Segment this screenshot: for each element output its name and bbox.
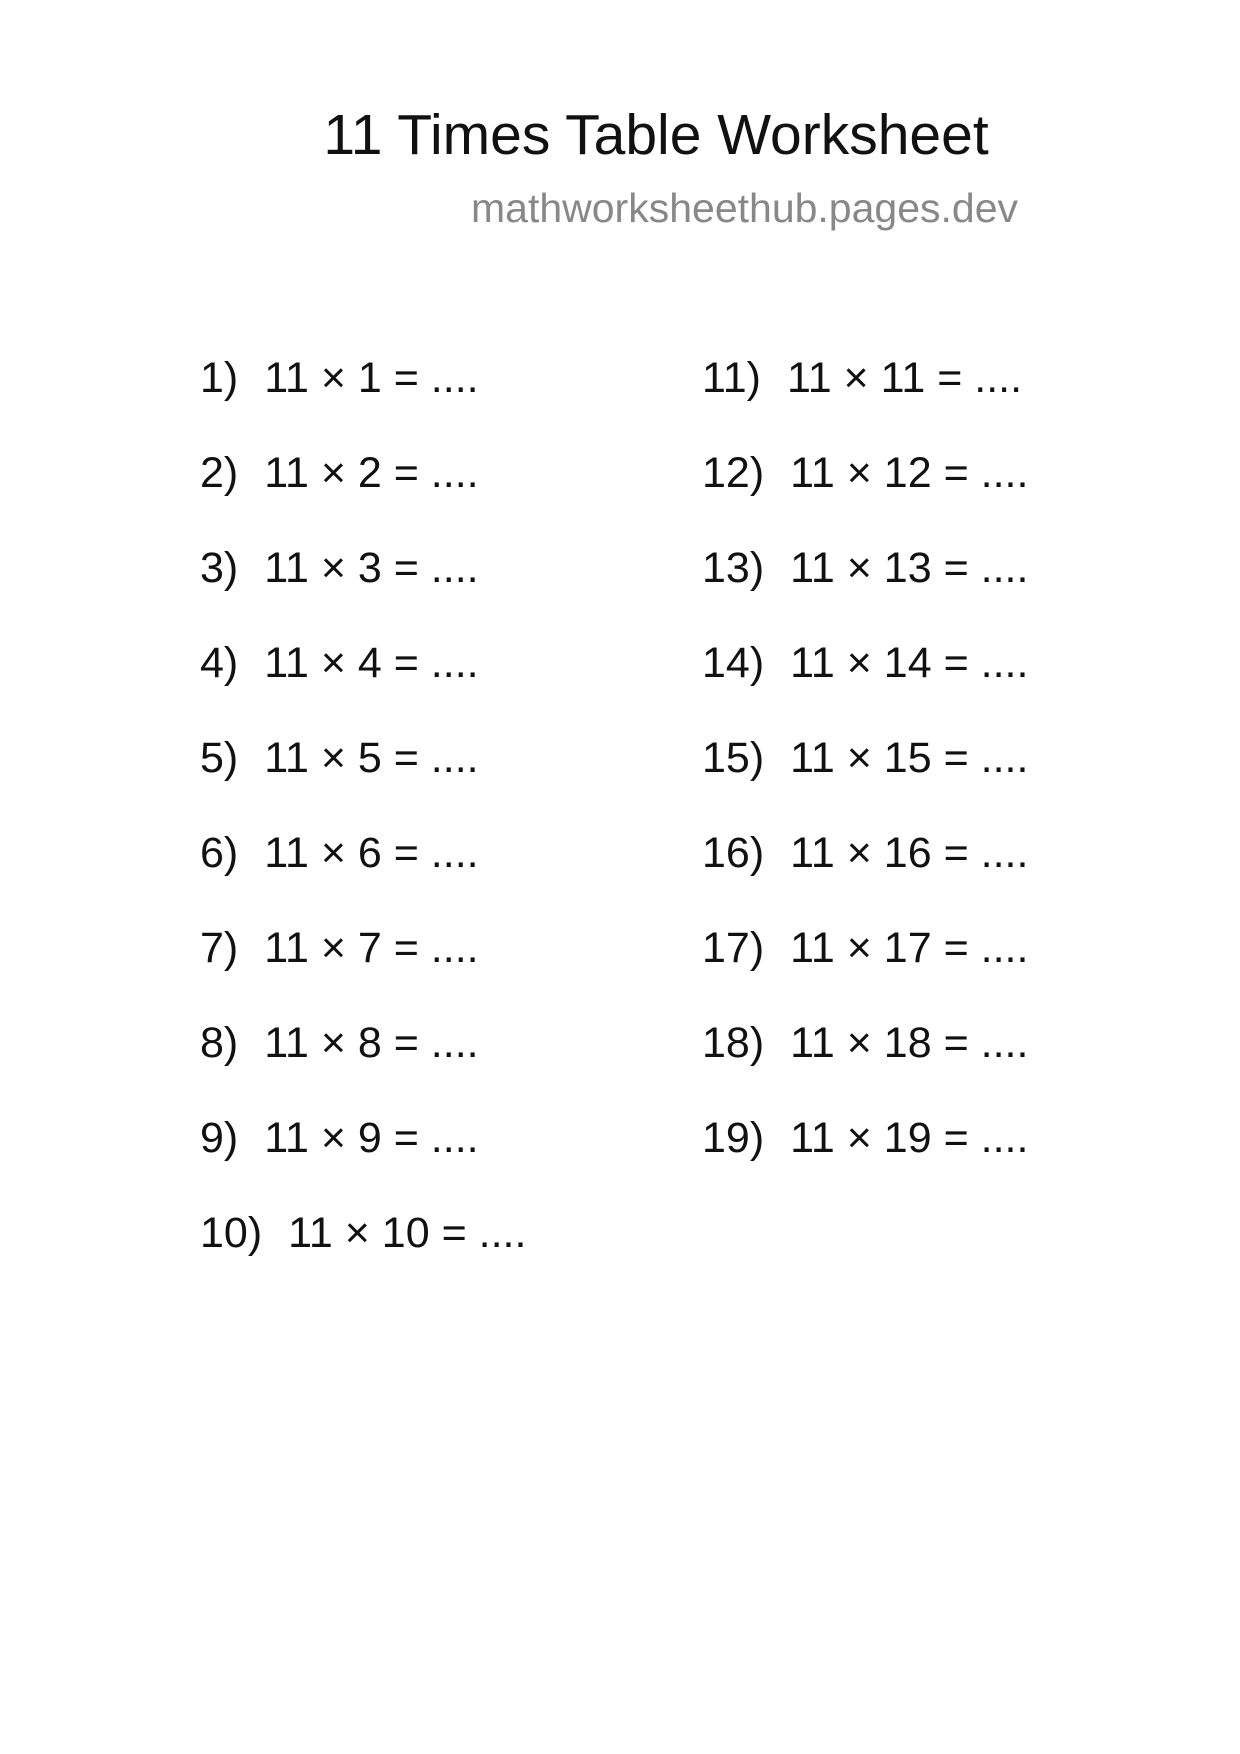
problem-expression: 11 × 3 = .... (264, 544, 479, 592)
problem-expression: 11 × 18 = .... (790, 1019, 1029, 1067)
problem-expression: 11 × 13 = .... (790, 544, 1029, 592)
problem-expression: 11 × 12 = .... (790, 449, 1029, 497)
problem-number: 18) (702, 1019, 765, 1067)
problem-expression: 11 × 14 = .... (790, 639, 1029, 687)
problem-number: 16) (702, 829, 765, 877)
problem-item (702, 1110, 1028, 1205)
problem-number: 6) (200, 829, 239, 877)
problem-number: 17) (702, 924, 765, 972)
problem-number: 14) (702, 639, 765, 687)
problem-expression: 11 × 6 = .... (264, 829, 479, 877)
worksheet-title: 11 Times Table Worksheet (323, 103, 989, 167)
problem-expression: 11 × 19 = .... (790, 1114, 1029, 1162)
problem-number: 4) (200, 639, 239, 687)
problem-item (702, 445, 1028, 540)
problem-number: 12) (702, 449, 765, 497)
problem-number: 3) (200, 544, 239, 592)
problem-item (702, 730, 1028, 825)
problem-item (200, 1205, 526, 1300)
problem-expression: 11 × 4 = .... (264, 639, 479, 687)
problem-number: 19) (702, 1114, 765, 1162)
problem-item (200, 540, 526, 635)
problem-item (702, 825, 1028, 920)
problem-item (702, 920, 1028, 1015)
problem-number: 9) (200, 1114, 239, 1162)
problem-item (200, 825, 526, 920)
problem-expression: 11 × 5 = .... (264, 734, 479, 782)
problem-number: 10) (200, 1209, 263, 1257)
problem-expression: 11 × 15 = .... (790, 734, 1029, 782)
problem-item (200, 445, 526, 540)
problem-number: 13) (702, 544, 765, 592)
problem-item (200, 1015, 526, 1110)
problem-expression: 11 × 11 = .... (786, 354, 1023, 402)
problem-expression: 11 × 16 = .... (790, 829, 1029, 877)
problem-column-left (200, 350, 526, 1300)
problem-number: 5) (200, 734, 239, 782)
problem-expression: 11 × 9 = .... (264, 1114, 479, 1162)
problem-number: 15) (702, 734, 765, 782)
problem-number: 8) (200, 1019, 239, 1067)
problem-item (200, 1110, 526, 1205)
problem-number: 2) (200, 449, 239, 497)
problem-expression: 11 × 10 = .... (288, 1209, 527, 1257)
problem-item (702, 635, 1028, 730)
problem-number: 7) (200, 924, 239, 972)
problem-item (200, 635, 526, 730)
problem-expression: 11 × 7 = .... (264, 924, 479, 972)
problem-item (200, 920, 526, 1015)
problem-number: 11) (702, 354, 761, 402)
problem-item (702, 540, 1028, 635)
problem-number: 1) (200, 354, 239, 402)
problem-item (200, 730, 526, 825)
problem-column-right (702, 350, 1028, 1205)
problem-item (702, 350, 1028, 445)
website-url: mathworksheethub.pages.dev (471, 185, 1019, 231)
problem-item (200, 350, 526, 445)
problem-expression: 11 × 2 = .... (264, 449, 479, 497)
problem-expression: 11 × 1 = .... (264, 354, 479, 402)
problem-item (702, 1015, 1028, 1110)
problem-expression: 11 × 8 = .... (264, 1019, 479, 1067)
problem-expression: 11 × 17 = .... (790, 924, 1029, 972)
